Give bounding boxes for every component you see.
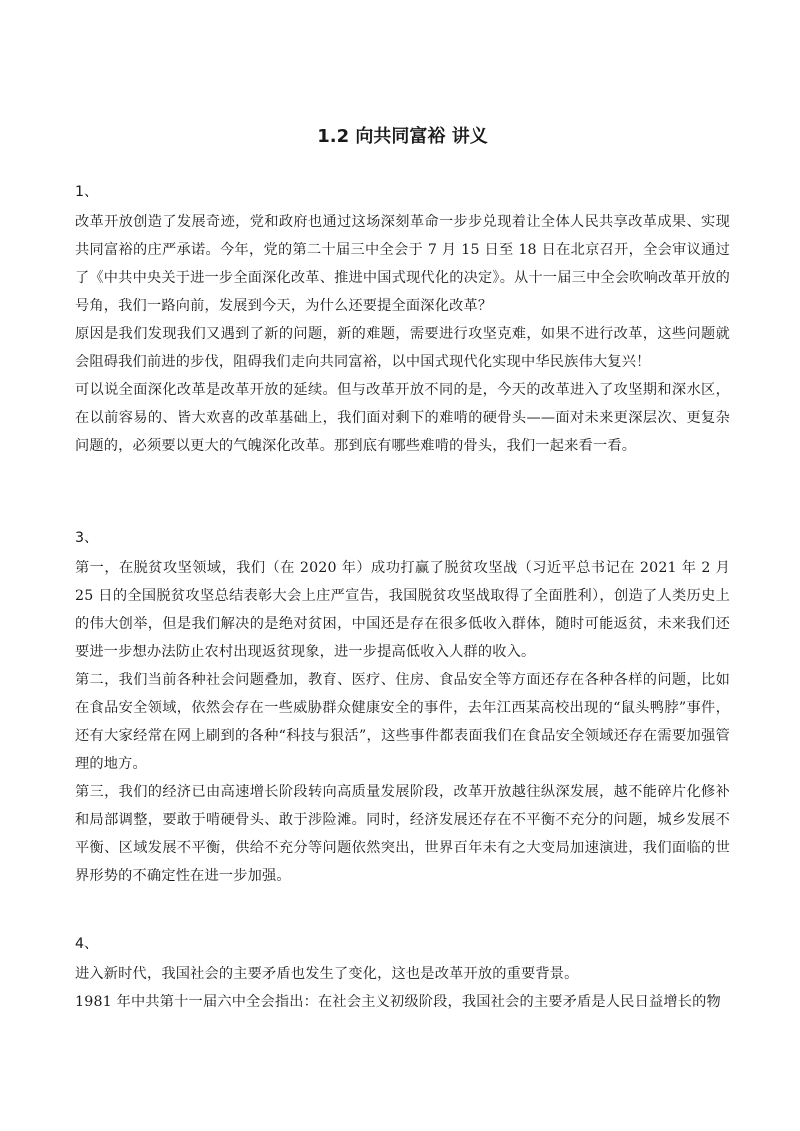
paragraph: 可以说全面深化改革是改革开放的延续。但与改革开放不同的是，今天的改革进入了攻坚期和深水区，在以前容易的、皆大欢喜的改革基础上，我们面对剩下的难啃的硬骨头——面对未来更深层次、更复杂问题的，必须要以更大的气魄深化改革。那到底有哪些难啃的骨头，我们一起来看一看。 (75, 382, 730, 454)
section-marker: 3、 (75, 530, 99, 546)
section-marker: 1、 (75, 184, 99, 200)
paragraph: 第三，我们的经济已由高速增长阶段转向高质量发展阶段，改革开放越往纵深发展，越不能碎片化修补和局部调整，要敢于啃硬骨头、敢于涉险滩。同时，经济发展还存在不平衡不充分的问题，城乡发展不平衡、区域发展不平衡，供给不充分等问题依然突出，世界百年未有之大变局加速演进，我们面临的世界形势的不确定性在进一步加强。 (75, 784, 730, 884)
section-4 (75, 934, 730, 1016)
paragraph: 进入新时代，我国社会的主要矛盾也发生了变化，这也是改革开放的重要背景。 (75, 966, 579, 982)
paragraph: 原因是我们发现我们又遇到了新的问题，新的难题，需要进行攻坚克难，如果不进行改革，这些问题就会阻碍我们前进的步伐，阻碍我们走向共同富裕，以中国式现代化实现中华民族伟大复兴！ (75, 326, 730, 370)
paragraph: 1981 年中共第十一届六中全会指出：在社会主义初级阶段，我国社会的主要矛盾是人民日益增长的物 (75, 994, 721, 1010)
section-marker: 4、 (75, 936, 99, 952)
paragraph: 第一，在脱贫攻坚领域，我们（在 2020 年）成功打赢了脱贫攻坚战（习近平总书记在 2021 年 2 月 25 日的全国脱贫攻坚总结表彰大会上庄严宣告，我国脱贫攻坚战取得了全面胜利），创造了人类历史上的伟大创举，但是我们解决的是绝对贫困，中国还是存在很多低收入群体，随时可能返贫，未来我们还要进一步想办法防止农村出现返贫现象，进一步提高低收入人群的收入。 (75, 560, 730, 660)
section-3 (75, 528, 730, 890)
paragraph: 第二，我们当前各种社会问题叠加，教育、医疗、住房、食品安全等方面还存在各种各样的问题，比如在食品安全领域，依然会存在一些威胁群众健康安全的事件，去年江西某高校出现的“鼠头鸭脖”事件，还有大家经常在网上刷到的各种“科技与狠活”，这些事件都表面我们在食品安全领域还存在需要加强管理的地方。 (75, 672, 730, 772)
document-title: 1.2 向共同富裕 讲义 (317, 126, 488, 147)
section-1 (75, 182, 730, 460)
paragraph: 改革开放创造了发展奇迹，党和政府也通过这场深刻革命一步步兑现着让全体人民共享改革成果、实现共同富裕的庄严承诺。今年，党的第二十届三中全会于 7 月 15 日至 18 日在北京召开，全会审议通过了《中共中央关于进一步全面深化改革、推进中国式现代化的决定》。从十一届三中全会吹响改革开放的号角，我们一路向前，发展到今天，为什么还要提全面深化改革？ (75, 214, 730, 314)
